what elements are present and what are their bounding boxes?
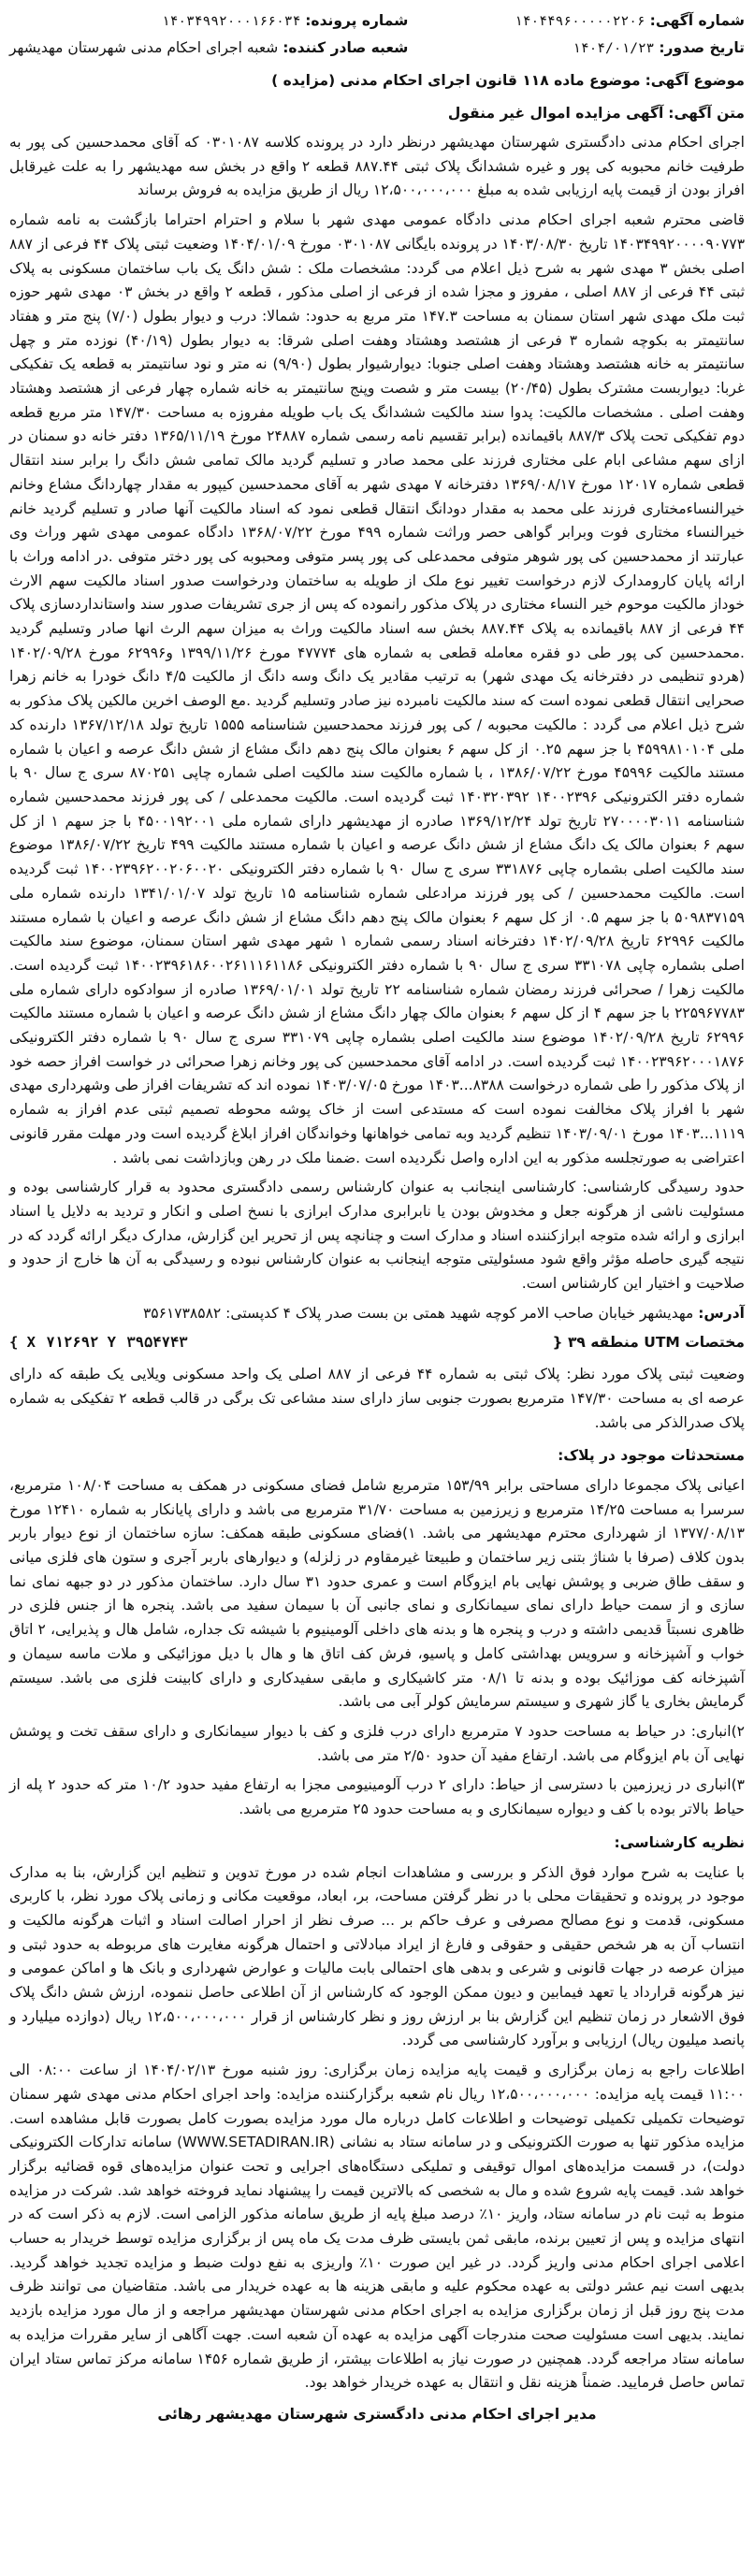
address: [143, 1302, 745, 1326]
case-number-row: [9, 7, 408, 35]
utm-label: مختصات UTM منطقه ۳۹ {: [552, 1334, 745, 1352]
disclaimer-paragraph: حدود رسیدگی کارشناسی: کارشناسی اینجانب به عنوان کارشناس رسمی دادگستری محدود به قرار کارشناسی بوده و مسئولیت ناشی از هرگونه جعل و مخدوش بودن یا نابرابری مدارک ابرازی با نسخ اصلی و انکار و تردید به دلایل یا اسناد ابرازی و ارائه شده متوجه ابرازکننده اسناد و مدارک است و چنانچه پس از تحریر این گزارش، مدارک دیگر ارائه گردد که در نتیجه گیری حاصله مؤثر واقع شود مسئولیتی متوجه اینجانب به عنوان کارشناس نبوده و رسیدگی به آن ها خارج از حدود و صلاحیت و اختیار این کارشناس است.: [9, 1179, 745, 1293]
ad-number-row: [515, 7, 745, 35]
opinion-paragraph: با عنایت به شرح موارد فوق الذکر و بررسی و مشاهدات انجام شده در مورخ تدوین و تنظیم این گزارش، بنا به مدارک موجود در پرونده و تحقیقات محلی با در نظر گرفتن مساحت، بر، ابعاد، موقعیت مکانی و زمانی پلاک مورد نظر، با کاربری مسکونی، قدمت و نوع مصالح مصرفی و عرف حاکم بر ... صرف نظر از احرار اصالت اسناد و اثبات هرگونه مالکیت و انتساب آن به هر شخص حقیقی و حقوقی و فارغ از ایراد مبادلاتی و احتمال هرگونه مغایرت های مربوطه به حدود ثبتی و میزان عرصه در جهات قانونی و شرعی و بدهی های احتمالی بابت مالیات و عوارض شهرداری و بانک ها و اماکن عمومی و نیز هرگونه قرارداد یا تعهد فیمابین و دیون ممکن الوجود که کارشناس از آن اطلاعی حاصل ننموده، ارزش شش دانگ پلاک فوق الاشعار در زمان تنظیم این گزارش بنا بر ارزش روز و نظر کارشناس از قرار ۱۲،۵۰۰،۰۰۰،۰۰۰ ریال (دوازده میلیارد و پانصد میلیون ریال) ارزیابی و برآورد کارشناسی می گردد.: [9, 1863, 745, 2049]
structures-paragraph-1: اعیانی پلاک مجموعا دارای مساحتی برابر ۱۵۳/۹۹ مترمربع شامل فضای مسکونی در همکف به مساحت ۱۰۸/۰۴ مترمربع، سرسرا به مساحت ۱۴/۲۵ مترمربع و زیرزمین به مساحت ۳۱/۷۰ مترمربع می باشد و دارای پایانکار به شماره ۱۲۴۱۰ مورخ ۱۳۷۷/۰۸/۱۳ از شهرداری محترم مهدیشهر می باشد. ۱)فضای مسکونی طبقه همکف: سازه ساختمان از نوع دیوار باربر بدون کلاف (صرفا با شناژ بتنی زیر ساختمان و طبیعتا غیرمقاوم در زلزله) و دیوارهای باربر آجری و ستون های فلزی میانی و سقف طاق ضربی و پوشش نهایی بام ایزوگام است و عمری حدود ۳۱ سال دارد. ساختمان مذکور در دو جبهه نمای نما سازی و از سمت حیاط دارای نمای سیمانکاری و نمای جانبی آن با سیمان سفید می باشد. پنجره ها از جنس فلزی در ظاهری نسبتاً قدیمی داشته و درب و پنجره ها و بدنه های داخلی آلومینیوم با شیشه تک جداره، شامل هال و پذیرایی، ۲ اتاق خواب و آشپزخانه و سرویس بهداشتی کامل و پاسیو، فرش کف اتاق ها و هال با دیل موزائیکی و ملات ماسه سیمان و آشپزخانه کف موزائیک بوده و بدنه تا ۰۸/۱ متر کاشیکاری و مابقی سفیدکاری و دارای کابینت فلزی می باشد. سیستم گرمایش بخاری یا گاز شهری و سیستم سرمایش کولر آبی می باشد.: [9, 1476, 746, 1711]
structures-title: مستحدثات موجود در پلاک:: [558, 1447, 745, 1465]
issue-date-row: [515, 35, 745, 62]
body-title-label: متن آگهی:: [668, 105, 745, 122]
issuer: شعبه اجرای احکام مدنی شهرستان مهدیشهر: [9, 39, 279, 56]
notice-header: [9, 7, 745, 62]
structures-paragraph-2: ۲)انباری: در حیاط به مساحت حدود ۷ مترمربع دارای درب فلزی و کف با دیوار سیمانکاری و دارای سقف تخت و پوشش نهایی آن بام ایزوگام می باشد. ارتفاع مفید آن حدود ۲/۵۰ متر می باشد.: [9, 1723, 745, 1764]
subject-label: موضوع آگهی:: [645, 72, 745, 89]
subject-line: [9, 67, 745, 94]
issuer-label: شعبه صادر کننده:: [283, 39, 409, 56]
address-text: مهدیشهر خیابان صاحب الامر کوچه شهید همتی بن بست صدر پلاک ۴ کدپستی: ۳۵۶۱۷۳۸۵۸۲: [142, 1304, 694, 1322]
issuer-row: [9, 35, 408, 61]
address-label: آدرس:: [698, 1304, 745, 1322]
header-right-column: [515, 7, 745, 62]
body-title-line: [9, 100, 745, 127]
auction-paragraph: اطلاعات راجع به زمان برگزاری و قیمت پایه مزایده زمان برگزاری: روز شنبه مورخ ۱۴۰۴/۰۲/۱۳ از ساعت ۰۸:۰۰ الی ۱۱:۰۰ قیمت پایه مزایده: ۱۲،۵۰۰،۰۰۰،۰۰۰ ریال نام شعبه برگزارکننده مزایده: واحد اجرای احکام مدنی مهدی شهر سمنان توضیحات تکمیلی تکمیلی توضیحات و اطلاعات کامل درباره مال مورد مزایده بصورت کامل بصورت قابل مشاهده است. مزایده مذکور تنها به صورت الکترونیکی و در سامانه ستاد به نشانی (WWW.SETADIRAN.IR) سامانه تدارکات الکترونیکی دولت)، در قسمت مزایده‌های اموال توقیفی و تملیکی دستگاه‌های اجرایی و تحت عنوان مزایده‌های قوه قضائیه برگزار خواهد شد. قیمت پایه شروع شده و مال به شخصی که بالاترین قیمت را پیشنهاد نماید فروخته خواهد شد. شرکت در مزایده منوط به ثبت نام در سامانه ستاد، واریز ۱۰٪ درصد مبلغ پایه از طریق سامانه مذکور الزامی است. لازم به ذکر است که در انتهای مزایده و پس از تعیین برنده، مابقی ثمن بایستی ظرف مدت یک ماه پس از برگزاری مزایده توسط خریدار به حساب اعلامی اجرای احکام مدنی واریز گردد. در غیر این صورت ۱۰٪ واریزی به نفع دولت ضبط و مزایده تجدید خواهد گردید. بدیهی است نیم عشر دولتی به عهده محکوم علیه و مابقی هزینه ها به عهده خریدار می باشد. متقاضیان می توانند ظرف مدت پنج روز قبل از زمان برگزاری مزایده به اجرای احکام مدنی شهرستان مهدیشهر مراجعه و از مال مورد مزایده بازدید نمایند. بدیهی است مسئولیت صحت مندرجات آگهی مزایده به عهده آن شعبه است. جهت آگاهی از سایر مقررات مزایده به سامانه ستاد مراجعه گردد. همچنین در صورت نیاز به اطلاعات بیشتر، از طریق شماره ۱۴۵۶ سامانه مرکز تماس ستاد ایران تماس حاصل فرمایید. ضمناً هزینه نقل و انتقال به عهده خریدار خواهد بود.: [9, 2062, 746, 2392]
ad-number: ۱۴۰۴۴۹۶۰۰۰۰۰۲۲۰۶: [515, 14, 645, 29]
case-number-label: شماره پرونده:: [305, 12, 409, 29]
header-left-column: [9, 7, 408, 61]
situation-paragraph: وضعیت ثبتی پلاک مورد نظر: پلاک ثبتی به شماره ۴۴ فرعی از ۸۸۷ اصلی یک واحد مسکونی ویلایی یک طبقه که دارای عرصه ای به مساحت ۱۴۷/۳۰ مترمربع بصورت جنوبی ساز دارای سند مشاعی تک برگی در قالب قطعه ۲ تفکیکی به شماره پلاک صدرالذکر می باشد.: [9, 1366, 746, 1431]
subject-text: موضوع ماده ۱۱۸ قانون اجرای احکام مدنی (مزایده ): [271, 72, 641, 89]
intro-paragraph: اجرای احکام مدنی دادگستری شهرستان مهدیشهر درنظر دارد در پرونده کلاسه ۰۳۰۱۰۸۷ که آقای محمدحسین کی پور به طرفیت خانم محبوبه کی پور و غیره ششدانگ پلاک ثبتی ۸۸۷.۴۴ قطعه ۲ واقع در بخش سه مهدیشهر را به علت غیرقابل افراز بودن از قیمت پایه ارزیابی شده به مبلغ ۱۲،۵۰۰،۰۰۰،۰۰۰ ریال از طریق مزایده به فروش برساند: [9, 134, 745, 199]
registry-paragraph: قاضی محترم شعبه اجرای احکام مدنی دادگاه عمومی مهدی شهر با سلام و احترام احتراما بازگشت به نامه شماره ۱۴۰۳۴۹۹۲۰۰۰۰۹۰۷۷۳ تاریخ ۱۴۰۳/۰۸/۳۰ در پرونده بایگانی ۰۳۰۱۰۸۷ مورخ ۱۴۰۴/۰۱/۰۹ وضعیت ثبتی پلاک ۴۴ فرعی از ۸۸۷ اصلی بخش ۳ مهدی شهر به شرح ذیل اعلام می گردد: مشخصات ملک : شش دانگ یک باب ساختمان مسکونی به پلاک ثبتی ۴۴ فرعی از ۸۸۷ اصلی ، مفروز و مجزا شده از فرعی از اصلی مذکور ، قطعه ۲ واقع در بخش ۰۳ مهدی شهر حوزه ثبت ملک مهدی شهر استان سمنان به مساحت ۱۴۷.۳ متر مربع به حدود: شمالا: درب و دیوار بطول (۷/۰) پنج متر و هفتاد سانتیمتر به بکوچه شماره ۳ فرعی از هشتصد وهشتاد وهفت اصلی شرقا: به دیوار بطول (۴۰/۱۹) نوزده متر و چهل سانتیمتر به خانه هشتصد وهشتاد وهفت اصلی جنوبا: دیوارشیوار بطول (۹/۹۰) نه متر و نود سانتیمتر به قطعه یک تفکیکی غربا: دیواربست مشترک بطول (۲۰/۴۵) بیست متر و شصت وپنج سانتیمتر به خانه شماره چهار فرعی از هشتصد وهشتاد وهفت اصلی . مشخصات مالکیت: پدوا سند مالکیت ششدانگ یک باب طویله مفروزه به مساحت ۱۴۷/۳۰ متر مربع قطعه دوم تفکیکی تحت پلاک ۸۸۷/۳ باقیمانده (برابر تقسیم نامه رسمی شماره ۲۴۸۸۷ مورخ ۱۳۶۵/۱۱/۱۹ دفتر خانه دو سمنان در ازای سهم مشاعی ابام علی مختاری فرزند علی محمد صادر و تسلیم گردید مالک تمامی شش دانگ را برابر سند انتقال قطعی شماره ۱۲۰۱۷ مورخ ۱۳۶۹/۰۸/۱۷ دفترخانه ۷ مهدی شهر به آقای محمدحسین کیپور به مقدار چهاردانگ مشاع وخانم خیرالنساءمختاری فرزند علی محمد به مقدار دودانگ انتقال قطعی نمود که اسناد مالکیت آنها صادر و تسلیم گردید خانم خیرالنساء مختاری فوت وبرابر گواهی حصر وراثت شماره ۴۹۹ مورخ ۱۳۶۸/۰۷/۲۲ دادگاه عمومی مهدی شهر وراث وی عبارتند از محمدحسین کی پور شوهر متوفی محمدعلی کی پور پسر متوفی ومحبوبه کی پور دختر متوفی .در ادامه وراث با ارائه پایان کارومدارک لازم درخواست تغییر نوع ملک از طویله به ساختمان ودرخواست صدور اسناد مالکیت سهم الارث خوداز مالکیت موحوم خیر النساء مختاری در پلاک مذکور رانموده که پس از جری تشریفات صدور سند واستانداردسازی پلاک ۴۴ فرعی از ۸۸۷ باقیمانده به پلاک ۸۸۷.۴۴ بخش سه اسناد مالکیت وراث به میزان سهم الرث انها صادر وتسلیم گردید .محمدحسین کی پور طی دو فقره معامله قطعی به شماره های ۴۷۷۷۴ مورخ ۱۳۹۹/۱۱/۲۶ و۶۲۹۹۶ مورخ ۱۴۰۲/۰۹/۲۸ (هردو تنظیمی در دفترخانه یک مهدی شهر) به ترتیب مقادیر یک دانگ وسه دانگ از مالکیت ۴/۵ دانگ خودرا به خانم زهرا صحرایی انتقال قطعی نموده است که سند مالکیت نامبرده نیز صادر وتسلیم گردید .مع الوصف اخرین مالکین پلاک مذکور به شرح ذیل اعلام می گردد : مالکیت محبوبه / کی پور فرزند محمدحسین شناسنامه ۱۵۵۵ تاریخ تولد ۱۳۶۷/۱۲/۱۸ دارنده کد ملی ۴۵۹۹۸۱۰۱۰۴ با جز سهم ۰.۲۵ از کل سهم ۶ بعنوان مالک پنج دهم دانگ مشاع از شش دانگ عرصه و اعیان با شماره مستند مالکیت ۴۵۹۹۶ مورخ ۱۳۸۶/۰۷/۲۲ ، با شماره مالکیت سند مالکیت اصلی شماره چاپی ۸۷۰۲۵۱ سری ج سال ۹۰ با شماره دفتر الکترونیکی ۱۴۰۰۲۳۹۶ ۱۴۰۳۲۰۳۹۲ ثبت گردیده است. مالکیت محمدعلی / کی پور فرزند محمدحسین شماره شناسنامه ۲۷۰۰۰۰۳۰۱۱ تاریخ تولد ۱۳۶۹/۱۲/۲۴ صادره از مهدیشهر دارای شماره ملی ۴۵۰۰۱۹۲۰۰۱ با جز سهم ۱ از کل سهم ۶ بعنوان مالک یک دانگ مشاع از شش دانگ عرصه و اعیان با شماره مستند مالکیت ۴۹۹ تاریخ ۱۳۸۶/۰۷/۲۲ موضوع سند مالکیت اصلی بشماره چاپی ۳۳۱۸۷۶ سری ج سال ۹۰ با شماره دفتر الکترونیکی ۱۴۰۰۲۳۹۶۲۰۰۲۰۶۰۰۲۰ ثبت گردیده است. مالکیت محمدحسین / کی پور فرزند مرادعلی شماره شناسنامه ۱۵ تاریخ تولد ۱۳۴۱/۰۱/۰۷ دارنده شماره ملی ۵۰۹۸۳۷۱۵۹ با جز سهم ۰.۵ از کل سهم ۶ بعنوان مالک پنج دهم دانگ مشاع از شش دانگ عرصه و اعیان با شماره مستند مالکیت ۶۲۹۹۶ تاریخ ۱۴۰۲/۰۹/۲۸ دفترخانه اسناد رسمی شماره ۱ شهر مهدی شهر استان سمنان، موضوع سند مالکیت اصلی بشماره چاپی ۳۳۱۰۷۸ سری ج سال ۹۰ با شماره دفتر الکترونیکی ۱۴۰۰۲۳۹۶۱۸۶۰۰۲۶۱۱۱۶۱۱۸۶ ثبت گردیده است. مالکیت زهرا / صحرائی فرزند رمضان شماره شناسنامه ۲۲ تاریخ تولد ۱۳۶۹/۰۱/۰۱ صادره از سوادکوه دارای شماره ملی ۲۲۵۹۶۷۷۸۳ با جز سهم ۴ از کل سهم ۶ بعنوان مالک چهار دانگ مشاع از شش دانگ عرصه و اعیان با شماره مستند مالکیت ۶۲۹۹۶ تاریخ ۱۴۰۲/۰۹/۲۸ موضوع سند مالکیت اصلی بشماره چاپی ۳۳۱۰۷۹ سری ج سال ۹۰ با شماره دفتر الکترونیکی ۱۴۰۰۲۳۹۶۲۰۰۰۱۸۷۶ ثبت گردیده است. در ادامه آقای محمدحسین کی پور وخانم زهرا صحرائی در خواست افراز حصه خود از پلاک مذکور را طی شماره درخواست ۸۳۸۸...۱۴۰۳ مورخ ۱۴۰۳/۰۷/۰۵ نموده اند که تشریفات افراز طی وشهرداری مهدی شهر با افراز پلاک مخالفت نموده است که مستدعی است از خاک پوشه محوطه تصمیم ثبتی عدم افراز به شماره ۱۱۱۹...۱۴۰۳ مورخ ۱۴۰۳/۰۹/۰۱ تنظیم گردید وبه تمامی خواهانها وخواندگان افراز ابلاغ گردیده است ودر مهلت مقرر قانونی اعتراضی به صورتجلسه مذکور به این اداره واصل نگردیده است .ضمنا ملک در رهن وبازداشت نمی باشد .: [9, 211, 746, 1166]
opinion-title: نظریه کارشناسی:: [614, 1833, 745, 1851]
signature: مدیر اجرای احکام مدنی دادگستری شهرستان مهدیشهر رهائی: [157, 2405, 597, 2423]
case-number: ۱۴۰۳۴۹۹۲۰۰۰۱۶۶۰۳۴: [161, 14, 301, 29]
body-title-text: آگهی مزایده اموال غیر منقول: [447, 105, 664, 122]
issue-date-label: تاریخ صدور:: [659, 39, 745, 56]
structures-paragraph-3: ۳)انباری در زیرزمین با دسترسی از حیاط: دارای ۲ درب آلومینیومی مجزا به ارتفاع مفید حدود ۱۰/۲ متر که حدود ۲ پله از حیاط بالاتر بوده با کف و دیواره سیمانکاری و به مساحت حدود ۲۵ مترمربع می باشد.: [9, 1776, 745, 1818]
ad-number-label: شماره آگهی:: [649, 12, 745, 29]
address-row: [9, 1302, 745, 1326]
utm-row: [9, 1331, 745, 1355]
utm-values: X ۷۱۲۶۹۲ Y ۳۹۵۴۷۴۳ }: [9, 1334, 188, 1352]
issue-date: ۱۴۰۴/۰۱/۲۳: [573, 41, 655, 56]
